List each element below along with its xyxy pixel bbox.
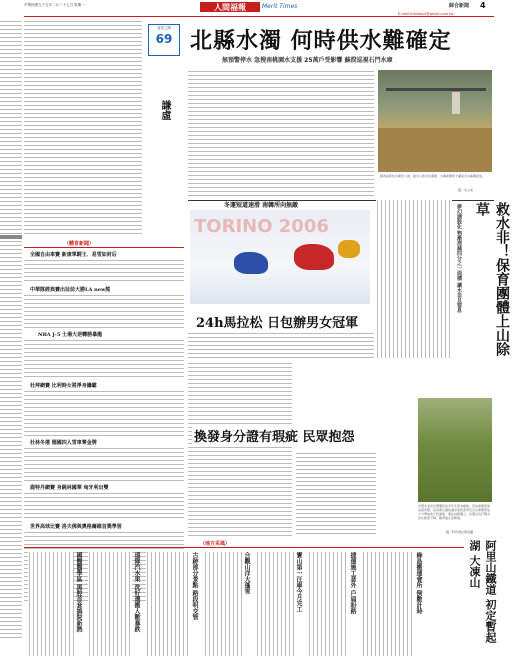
local-column-body	[308, 552, 348, 656]
column-badge-title: 迷悟之間	[157, 26, 171, 30]
brief-body	[24, 259, 184, 283]
local-column-headline: 遠隊汽水果 洗好選搬人數暴跌	[133, 552, 140, 633]
brief-headline: 中華隊經典賽出征前大勝LA new熊	[30, 287, 111, 293]
photo-person	[452, 92, 460, 114]
feature-body-left	[188, 362, 292, 538]
local-column-body	[28, 552, 74, 656]
skater-1	[234, 252, 268, 274]
brief-headline: NBA J-5 土場大逆轉勝暴龍	[38, 332, 103, 338]
brief-headline: 杜林冬運 德國四人雪車奪金牌	[30, 440, 97, 446]
olympics-headline: 24h馬拉松 日包辦男女冠軍	[196, 316, 359, 331]
main-body	[188, 70, 374, 196]
side-body	[376, 200, 452, 358]
column-badge	[148, 24, 180, 56]
olympics-kicker: 冬運短道速滑 南韓所向無敵	[224, 202, 299, 209]
brief-headline: 全國自由車賽 新康單騎王．易雪如封后	[30, 252, 117, 258]
left-index-strip	[0, 20, 22, 640]
local-column-headline: 古跡部分景點 路段明交管	[191, 552, 198, 621]
local-news	[24, 540, 464, 660]
date-line: 中華民國九十五年二月二十七日 星期一	[24, 3, 85, 7]
photo-railing	[386, 88, 486, 91]
side-story	[376, 200, 510, 360]
brief-headline: 鹿特丹網賽 身跳林國華 匈牙利出雙	[30, 485, 109, 491]
side-subhead: 夢幻湖鼓化 物漸湮滅四分之一面積 讓水韭且窒息	[456, 204, 462, 313]
skater-2	[294, 244, 334, 270]
local-news-title: （地方采風）	[200, 541, 231, 547]
main-story	[188, 20, 494, 198]
brief-body	[24, 294, 184, 328]
brand-logo: 人間福報	[200, 2, 260, 12]
wetland-caption: 台灣水韭是台灣獨有的多年生草本植物，因為族類低而為保育類；但是夢幻湖的湖岸泥和泥草及水生蕨類形成十分單純的天然溼地，過往林保護之。長期沒有打理水岸生態會下降，雜草蔓生而繁殖。	[418, 504, 491, 520]
local-column-headline: 合觀山洋大蓬雪	[243, 552, 250, 594]
email: E-mail:mtnews4@gmail.com.tw	[398, 12, 454, 16]
section-name: 綜合新聞	[449, 3, 470, 9]
wetland-photo	[418, 398, 492, 502]
olympics-banner: TORINO 2006	[194, 216, 329, 237]
local-column-body	[256, 552, 294, 656]
local-column-body	[204, 552, 242, 656]
photo-caption: 圖為板新給水廠急公處，取水口的水色濁黃，水廠處理員卡濾流水冰摻雜泥量。	[380, 174, 486, 178]
photo-credit: 圖／友主來	[458, 188, 474, 192]
column-block	[24, 20, 184, 235]
masthead	[0, 0, 500, 20]
right-vertical-headline: 阿里山鐵道 初定暫起湖 大凍山	[468, 540, 497, 643]
local-column-body	[88, 552, 132, 656]
main-subhead: 無預警停水 急搜南桃園水支援 25萬戶受影響 蘇揆巡視石門水庫	[222, 57, 393, 64]
local-column-headline: 國醫醫學區 黑腔首套搞院新熱	[75, 552, 82, 633]
local-column-body	[362, 552, 412, 656]
local-column-headline: 捷運施工意外 戶屆盼路	[349, 552, 356, 615]
photo-water	[378, 128, 492, 172]
wetland-credit: 圖／阿布德拉斯拍攝	[446, 530, 474, 534]
column-text-left	[24, 20, 142, 235]
local-column-headline: 綠島搬運會所 倒數計時	[415, 552, 422, 615]
brief-headline: 杜拜網賽 比利時女將淨身攝霸	[30, 383, 97, 389]
olympics-body	[188, 332, 374, 358]
brief-body	[24, 492, 184, 520]
local-column-body	[146, 552, 190, 656]
briefs-rule	[24, 247, 184, 248]
brief-body	[24, 339, 184, 379]
main-photo	[378, 70, 492, 172]
local-column-headline: 寶山第一汪庫今月完工	[295, 552, 302, 612]
masthead-rule	[24, 16, 494, 17]
brief-body	[24, 447, 184, 481]
feature-headline: 換發身分證有瑕疵 民眾抱怨	[192, 426, 357, 445]
olympics-story	[188, 200, 374, 360]
brief-headline: 世界高球比賽 洛夫佛與奧格爾維首獎學習	[30, 524, 122, 530]
brand-en: Merit Times	[262, 3, 298, 10]
feature-body-mid	[296, 452, 376, 536]
briefs-title: （體育新聞）	[64, 241, 95, 247]
local-news-rule	[24, 547, 464, 548]
page-number: 4	[480, 1, 486, 10]
left-index-block	[0, 235, 22, 239]
side-headline: 救水非！保育團體上山除草	[474, 202, 510, 356]
skater-3	[338, 240, 360, 258]
column-badge-number: 69	[155, 32, 173, 46]
brief-body	[24, 390, 184, 436]
feature-story	[188, 362, 494, 538]
main-headline: 北縣水濁 何時供水難確定	[190, 28, 452, 54]
olympics-photo	[190, 210, 370, 304]
column-author: 謙虛	[159, 100, 170, 120]
